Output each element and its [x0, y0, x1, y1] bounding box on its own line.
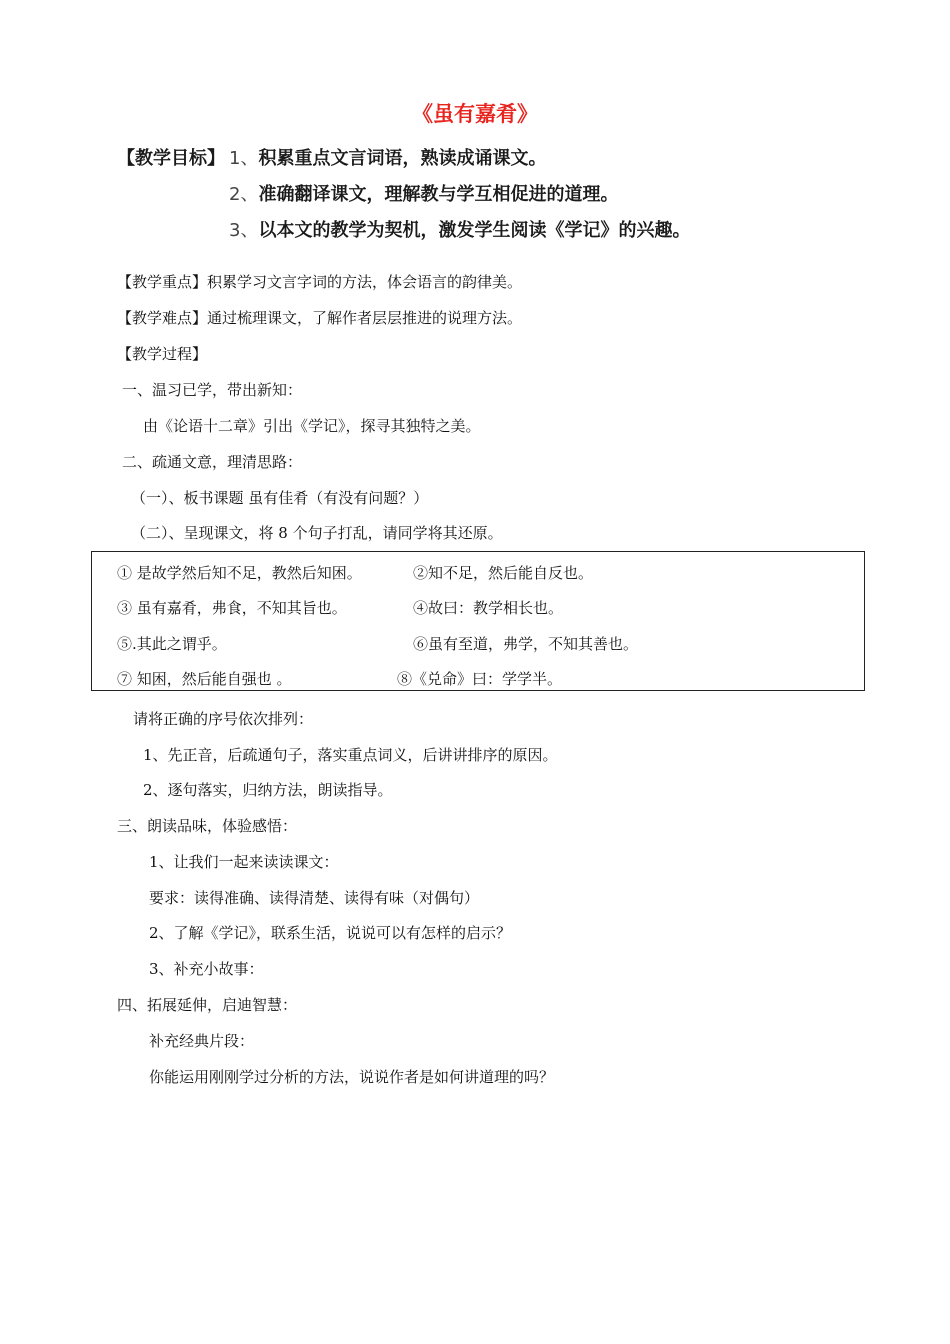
sentence-1: ① 是故学然后知不足，教然后知困。 [117, 564, 362, 582]
section-4-heading: 四、拓展延伸，启迪智慧： [117, 996, 298, 1014]
sentence-2: ②知不足，然后能自反也。 [413, 564, 594, 582]
difficulty: 【教学难点】通过梳理课文，了解作者层层推进的说理方法。 [117, 309, 523, 327]
section-3-item-2: 2、了解《学记》，联系生活，说说可以有怎样的启示？ [149, 924, 512, 942]
step-2: 2、逐句落实，归纳方法，朗读指导。 [143, 781, 393, 799]
section-2-item-1: （一）、板书课题 虽有佳肴（有没有问题？） [131, 489, 429, 507]
goal-item-3 [229, 216, 690, 242]
step-1: 1、先正音，后疏通句子，落实重点词义，后讲讲排序的原因。 [143, 746, 558, 764]
goal-item-1 [229, 144, 546, 170]
order-prompt: 请将正确的序号依次排列： [133, 710, 314, 728]
sentence-4: ④故曰：教学相长也。 [413, 599, 564, 617]
goal-number: 1、 [229, 148, 259, 169]
key-point: 【教学重点】积累学习文言字词的方法，体会语言的韵律美。 [117, 273, 523, 291]
section-2-heading: 二、疏通文意，理清思路： [122, 453, 303, 471]
process-label: 【教学过程】 [117, 345, 208, 363]
goal-number: 3、 [229, 220, 259, 241]
sentence-3: ③ 虽有嘉肴，弗食，不知其旨也。 [117, 599, 347, 617]
section-3-item-1: 1、让我们一起来读读课文： [149, 853, 339, 871]
goal-text: 以本文的教学为契机，激发学生阅读《学记》的兴趣。 [258, 220, 691, 241]
goal-item-2 [229, 180, 618, 206]
goal-text: 积累重点文言词语，熟读成诵课文。 [258, 148, 547, 169]
section-3-heading: 三、朗读品味，体验感悟： [117, 817, 298, 835]
sentence-7: ⑦ 知困，然后能自强也 。 [117, 670, 292, 688]
page-title: 《虽有嘉肴》 [412, 102, 538, 126]
sentence-6: ⑥虽有至道，弗学，不知其善也。 [413, 635, 639, 653]
section-1-text: 由《论语十二章》引出《学记》，探寻其独特之美。 [143, 417, 481, 435]
sentence-8: ⑧《兑命》曰：学学半。 [397, 670, 563, 688]
goals-label: 【教学目标】 [117, 148, 225, 169]
sentence-5: ⑤.其此之谓乎。 [117, 635, 227, 653]
goal-text: 准确翻译课文，理解教与学互相促进的道理。 [258, 184, 619, 205]
section-4-question: 你能运用刚刚学过分析的方法，说说作者是如何讲道理的吗？ [149, 1068, 555, 1086]
section-1-heading: 一、温习已学，带出新知： [122, 381, 303, 399]
sentence-box [91, 551, 865, 691]
section-4-item-1: 补充经典片段： [149, 1032, 255, 1050]
section-2-item-2: （二）、呈现课文，将 8 个句子打乱，请同学将其还原。 [131, 524, 503, 542]
section-3-requirement: 要求：读得准确、读得清楚、读得有味（对偶句） [149, 889, 480, 907]
section-3-item-3: 3、补充小故事： [149, 960, 264, 978]
goal-number: 2、 [229, 184, 259, 205]
